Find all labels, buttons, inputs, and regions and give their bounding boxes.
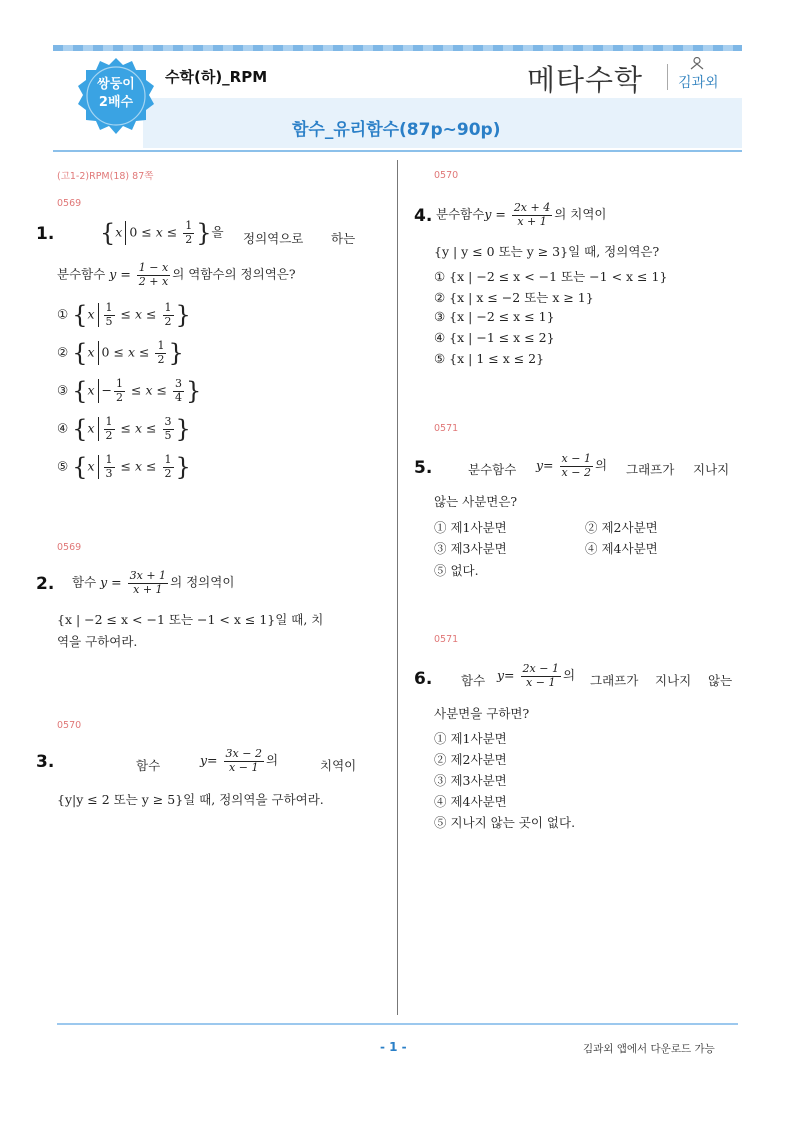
header-underline [53,150,742,152]
problem-number: 5. [414,458,433,478]
problem-1-domain-set: {x 0 ≤ x ≤ $\frac{1}{2}$ }을 [100,219,224,248]
problem-number: 3. [36,752,55,772]
choice-4[interactable]: ④ 제4사분면 [585,541,658,556]
choice-3[interactable]: ③ {x − $\frac{1}{2}$ ≤ x ≤ $\frac{3}{4}$ } [57,377,202,406]
problem-3-function: y= $\frac{3x - 2}{x - 1}$ 의 [200,747,279,774]
problem-number: 1. [36,224,55,244]
logo-sub-brand: 김과외 [678,75,719,91]
person-icon [690,57,704,73]
choice-3[interactable]: ③ 제3사분면 [434,541,507,556]
column-divider [397,160,398,1015]
problem-number: 6. [414,669,433,689]
topic-title: 함수_유리함수(87p~90p) [292,120,501,140]
problem-text: {y | y ≤ 0 또는 y ≥ 3}일 때, 정의역은? [434,244,660,259]
badge-label [77,76,155,112]
problem-text: 않는 사분면은? [434,494,518,509]
problem-text: 정의역으로 [243,231,304,246]
badge-line-1: 쌍둥이 [97,77,135,92]
choice-2[interactable]: ② {x | x ≤ −2 또는 x ≥ 1} [434,290,594,305]
choice-3[interactable]: ③ 제3사분면 [434,773,507,788]
problem-code: 0570 [57,720,82,731]
choice-5[interactable]: ⑤ 지나지 않는 곳이 없다. [434,815,576,830]
logo-divider [667,64,668,90]
choice-3[interactable]: ③ {x | −2 ≤ x ≤ 1} [434,309,555,324]
header-stripe [53,45,742,51]
choice-2[interactable]: ② 제2사분면 [434,752,507,767]
problem-text: {y|y ≤ 2 또는 y ≥ 5}일 때, 정의역을 구하여라. [57,792,324,807]
problem-text: 사분면을 구하면? [434,706,530,721]
problem-text: 역을 구하여라. [57,634,138,649]
badge-line-2: 2배수 [98,95,134,110]
problem-text: 함수 [461,673,486,688]
subject-title: 수학(하)_RPM [165,68,268,86]
choice-1[interactable]: ① {x $\frac{1}{5}$ ≤ x ≤ $\frac{1}{2}$ } [57,301,191,330]
problem-code: 0569 [57,198,82,209]
choice-4[interactable]: ④ {x $\frac{1}{2}$ ≤ x ≤ $\frac{3}{5}$ } [57,415,191,444]
page-number: - 1 - [380,1040,407,1054]
logo-wordmark: 메타수학 [527,63,644,97]
problem-text: 그래프가 [590,673,639,688]
problem-code: 0569 [57,542,82,553]
problem-text: {x | −2 ≤ x < −1 또는 −1 < x ≤ 1}일 때, 치 [57,612,324,627]
footer-note: 김과외 앱에서 다운로드 가능 [583,1043,715,1055]
choice-2[interactable]: ② 제2사분면 [585,520,658,535]
problem-code: 0571 [434,634,459,645]
problem-5-function: y= $\frac{x - 1}{x - 2}$ 의 [536,452,608,479]
problem-text: 하는 [331,231,356,246]
problem-code: 0570 [434,170,459,181]
problem-number: 4. [414,206,433,226]
problem-4-stem: 분수함수y = $\frac{2x + 4}{x + 1}$ 의 치역이 [436,201,607,228]
problem-text: 지나지 [693,462,730,477]
source-note: (고1-2)RPM(18) 87쪽 [57,171,154,182]
problem-code: 0571 [434,423,459,434]
choice-4[interactable]: ④ 제4사분면 [434,794,507,809]
footer-line [57,1023,738,1025]
problem-text: 않는 [708,673,733,688]
choice-1[interactable]: ① 제1사분면 [434,731,507,746]
choice-5[interactable]: ⑤ 없다. [434,563,479,578]
choice-5[interactable]: ⑤ {x $\frac{1}{3}$ ≤ x ≤ $\frac{1}{2}$ } [57,453,191,482]
choice-1[interactable]: ① {x | −2 ≤ x < −1 또는 −1 < x ≤ 1} [434,269,668,284]
choice-1[interactable]: ① 제1사분면 [434,520,507,535]
choice-2[interactable]: ② {x 0 ≤ x ≤ $\frac{1}{2}$ } [57,339,184,368]
choice-5[interactable]: ⑤ {x | 1 ≤ x ≤ 2} [434,351,545,366]
problem-text: 치역이 [320,758,357,773]
problem-text: 분수함수 [468,462,517,477]
problem-text: 그래프가 [626,462,675,477]
problem-6-function: y= $\frac{2x - 1}{x - 1}$ 의 [497,662,576,689]
problem-1-stem: 분수함수 y = $\frac{1 - x}{2 + x}$ 의 역함수의 정의역은? [57,261,296,288]
problem-2-stem: 함수 y = $\frac{3x + 1}{x + 1}$ 의 정의역이 [72,569,235,596]
problem-number: 2. [36,574,55,594]
choice-4[interactable]: ④ {x | −1 ≤ x ≤ 2} [434,330,555,345]
problem-text: 지나지 [655,673,692,688]
problem-text: 함수 [136,758,161,773]
